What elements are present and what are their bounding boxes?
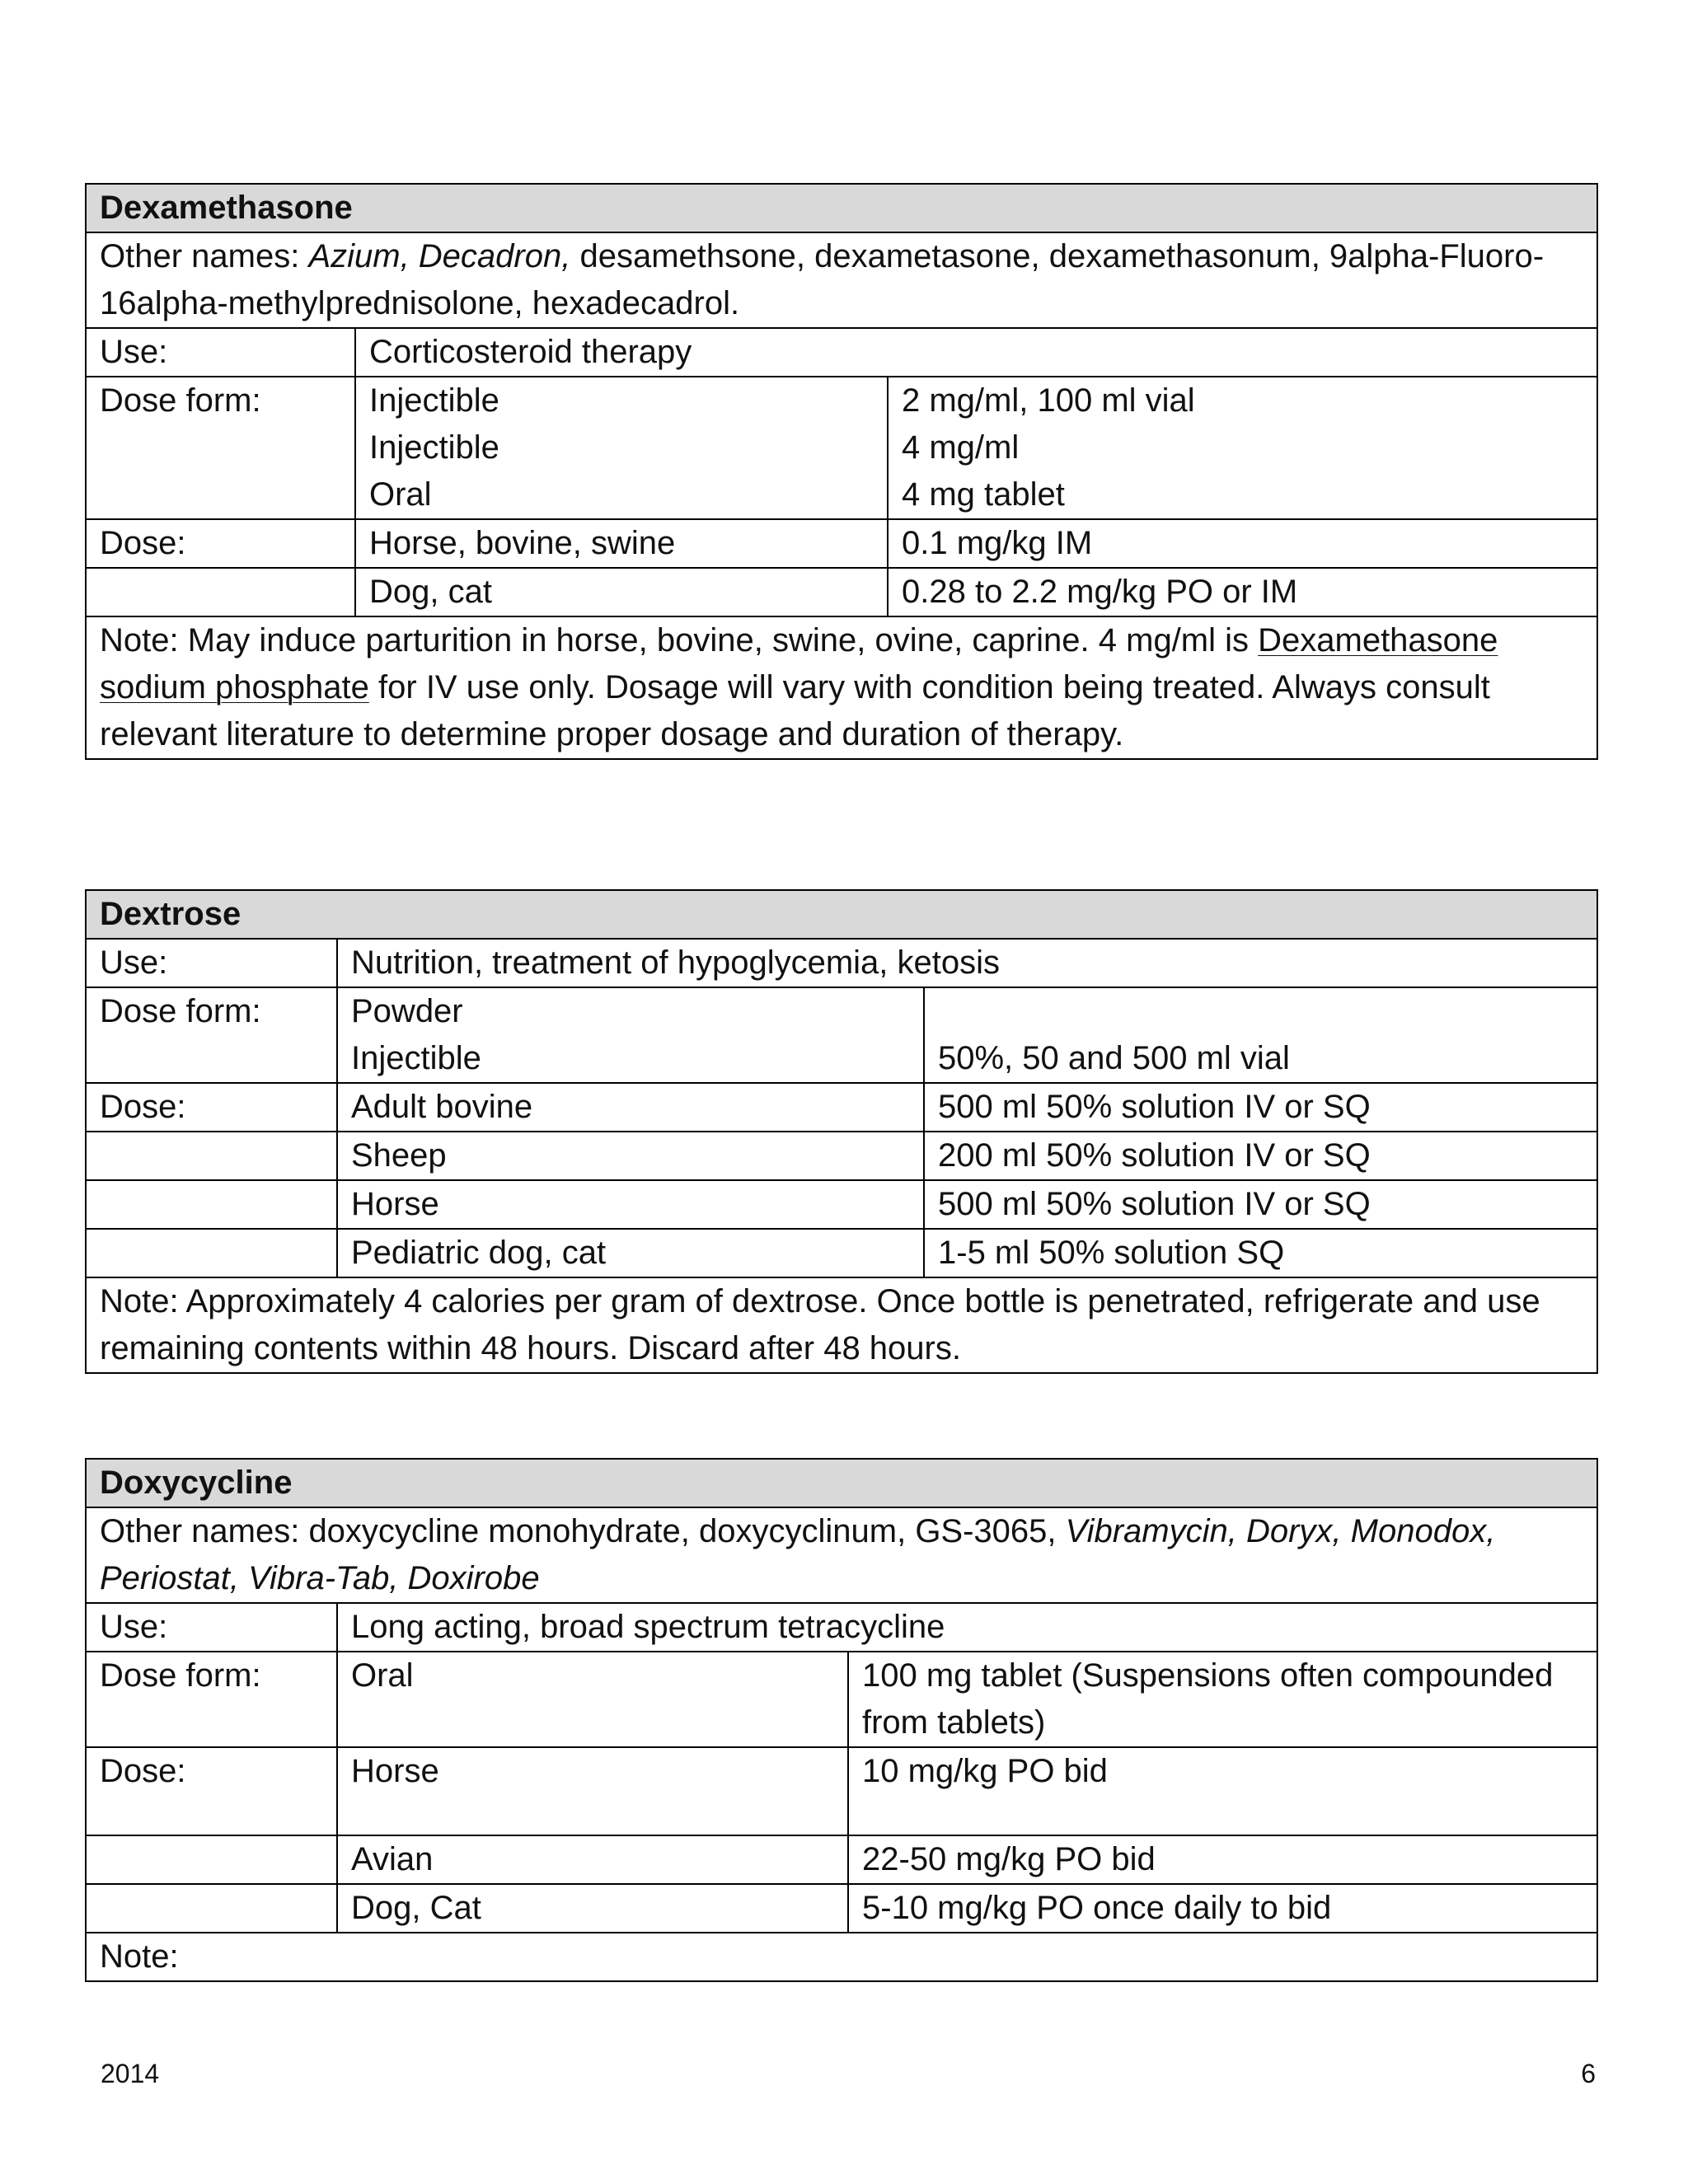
dose-strength: 2 mg/ml, 100 ml vial	[902, 382, 1195, 419]
dose-species: Adult bovine	[337, 1083, 924, 1132]
table-row	[86, 1229, 1597, 1277]
dose-form-label: Dose form:	[86, 1652, 337, 1747]
dose-amount: 500 ml 50% solution IV or SQ	[924, 1083, 1597, 1132]
footer-page-number: 6	[1581, 2059, 1596, 2088]
table-row	[86, 519, 1597, 568]
dose-strength-list	[888, 377, 1597, 519]
dose-amount: 10 mg/kg PO bid	[848, 1747, 1597, 1835]
drug-title: Doxycycline	[86, 1459, 1597, 1507]
dose-species: Avian	[337, 1835, 848, 1884]
dose-form: Injectible	[369, 429, 499, 466]
dose-species: Horse	[337, 1180, 924, 1229]
use-label: Use:	[86, 939, 337, 987]
drug-title: Dexamethasone	[86, 184, 1597, 232]
dose-species: Dog, cat	[355, 568, 888, 616]
dose-amount: 1-5 ml 50% solution SQ	[924, 1229, 1597, 1277]
dose-form-list	[337, 987, 924, 1083]
dose-form: Injectible	[351, 1040, 481, 1076]
use-value: Corticosteroid therapy	[355, 328, 1597, 377]
dose-label: Dose:	[86, 519, 355, 568]
footer-year: 2014	[101, 2059, 160, 2088]
table-row	[86, 1180, 1597, 1229]
other-names: Other names: doxycycline monohydrate, doxycyclinum, GS-3065, Vibramycin, Doryx, Monodox, Periostat, Vibra-Tab, Doxirobe	[86, 1507, 1597, 1603]
dose-strength: 50%, 50 and 500 ml vial	[938, 1040, 1290, 1076]
dose-strength	[938, 988, 1583, 1035]
dose-species: Dog, Cat	[337, 1884, 848, 1933]
dose-amount: 0.1 mg/kg IM	[888, 519, 1597, 568]
table-row	[86, 1083, 1597, 1132]
dose-amount: 200 ml 50% solution IV or SQ	[924, 1132, 1597, 1180]
use-value: Long acting, broad spectrum tetracycline	[337, 1603, 1597, 1652]
dose-form: Oral	[369, 476, 432, 513]
dose-strength: 100 mg tablet (Suspensions often compounded from tablets)	[848, 1652, 1597, 1747]
dose-species: Horse	[337, 1747, 848, 1835]
dose-amount: 22-50 mg/kg PO bid	[848, 1835, 1597, 1884]
table-row	[86, 1835, 1597, 1884]
table-row	[86, 1884, 1597, 1933]
use-label: Use:	[86, 1603, 337, 1652]
dose-form: Oral	[337, 1652, 848, 1747]
drug-note: Note: Approximately 4 calories per gram of dextrose. Once bottle is penetrated, refrigerate and use remaining contents within 48 hours. Discard after 48 hours.	[86, 1277, 1597, 1373]
dose-species: Horse, bovine, swine	[355, 519, 888, 568]
dose-amount: 5-10 mg/kg PO once daily to bid	[848, 1884, 1597, 1933]
drug-note: Note:	[86, 1933, 1597, 1981]
dose-amount: 0.28 to 2.2 mg/kg PO or IM	[888, 568, 1597, 616]
table-row	[86, 1132, 1597, 1180]
dextrose-table	[85, 889, 1598, 1374]
dose-form: Injectible	[369, 382, 499, 419]
dose-species: Pediatric dog, cat	[337, 1229, 924, 1277]
dose-label: Dose:	[86, 1083, 337, 1132]
doxycycline-table	[85, 1458, 1598, 1982]
dose-amount: 500 ml 50% solution IV or SQ	[924, 1180, 1597, 1229]
use-value: Nutrition, treatment of hypoglycemia, ketosis	[337, 939, 1597, 987]
drug-note: Note: May induce parturition in horse, bovine, swine, ovine, caprine. 4 mg/ml is Dexamethasone sodium phosphate for IV use only. Dosage will vary with condition being treated. Always consult relevant literature to determine proper dosage and duration of therapy.	[86, 616, 1597, 759]
other-names: Other names: Azium, Decadron, desamethsone, dexametasone, dexamethasonum, 9alpha-Fluoro-16alpha-methylprednisolone, hexadecadrol.	[86, 232, 1597, 328]
dose-form-label: Dose form:	[86, 377, 355, 519]
table-row	[86, 1747, 1597, 1835]
dose-label: Dose:	[86, 1747, 337, 1835]
dose-form: Powder	[351, 993, 463, 1029]
dexamethasone-table	[85, 183, 1598, 760]
dose-form-list	[355, 377, 888, 519]
table-row	[86, 568, 1597, 616]
drug-title: Dextrose	[86, 890, 1597, 939]
dose-strength: 4 mg/ml	[902, 429, 1020, 466]
dose-strength: 4 mg tablet	[902, 476, 1065, 513]
dose-form-label: Dose form:	[86, 987, 337, 1083]
dose-strength-list	[924, 987, 1597, 1083]
dose-species: Sheep	[337, 1132, 924, 1180]
use-label: Use:	[86, 328, 355, 377]
